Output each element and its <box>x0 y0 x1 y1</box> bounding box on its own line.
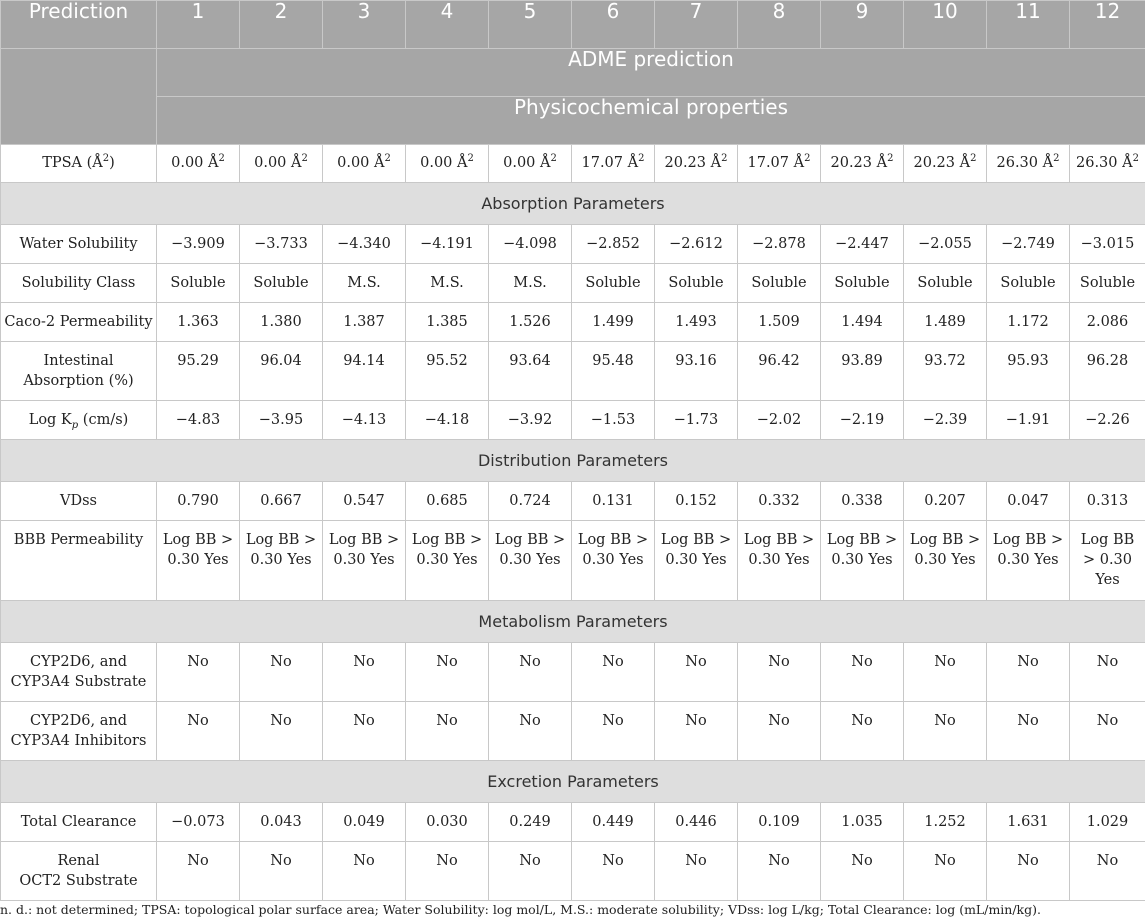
table-cell: 1.029 <box>1070 803 1145 842</box>
table-cell: −2.39 <box>904 401 987 440</box>
table-cell: 0.667 <box>240 482 323 521</box>
table-cell: No <box>987 842 1070 901</box>
table-cell: 2.086 <box>1070 303 1145 342</box>
table-cell: −2.749 <box>987 225 1070 264</box>
table-cell: 0.152 <box>655 482 738 521</box>
tpsa-value: 20.23 $Å^2$ <box>904 145 987 183</box>
table-cell: Log BB > 0.30 Yes <box>406 521 489 601</box>
section-title-distribution: Distribution Parameters <box>1 440 1145 482</box>
table-cell: −3.92 <box>489 401 572 440</box>
table-cell: 0.449 <box>572 803 655 842</box>
table-cell: −2.055 <box>904 225 987 264</box>
table-cell: 1.509 <box>738 303 821 342</box>
header-blank-cell <box>1 49 157 145</box>
table-cell: No <box>240 702 323 761</box>
table-cell: No <box>987 702 1070 761</box>
table-row <box>1 303 1145 342</box>
table-cell: −4.18 <box>406 401 489 440</box>
table-cell: No <box>738 702 821 761</box>
table-cell: 0.338 <box>821 482 904 521</box>
table-cell: 0.685 <box>406 482 489 521</box>
table-cell: No <box>821 702 904 761</box>
table-cell: −4.098 <box>489 225 572 264</box>
table-cell: No <box>323 842 406 901</box>
table-cell: Soluble <box>1070 264 1145 303</box>
table-cell: No <box>987 643 1070 702</box>
table-row <box>1 225 1145 264</box>
table-cell: Log BB > 0.30 Yes <box>738 521 821 601</box>
table-cell: −4.83 <box>157 401 240 440</box>
table-cell: No <box>489 702 572 761</box>
row-label: Caco-2 Permeability <box>1 303 157 342</box>
physchem-title-row <box>1 97 1145 145</box>
table-cell: 0.724 <box>489 482 572 521</box>
tpsa-label: TPSA $(Å^2)$ <box>1 145 157 183</box>
row-label: Intestinal Absorption (%) <box>1 342 157 401</box>
table-cell: No <box>655 643 738 702</box>
table-cell: No <box>1070 842 1145 901</box>
table-cell: Log BB > 0.30 Yes <box>904 521 987 601</box>
table-cell: 1.493 <box>655 303 738 342</box>
table-cell: 1.631 <box>987 803 1070 842</box>
table-cell: 95.93 <box>987 342 1070 401</box>
table-cell: No <box>489 643 572 702</box>
table-cell: −2.26 <box>1070 401 1145 440</box>
table-cell: No <box>821 643 904 702</box>
compound-header: 11 <box>987 1 1070 49</box>
table-cell: 96.28 <box>1070 342 1145 401</box>
table-cell: No <box>1070 702 1145 761</box>
table-cell: No <box>157 842 240 901</box>
table-cell: No <box>655 702 738 761</box>
table-cell: No <box>821 842 904 901</box>
table-cell: 1.252 <box>904 803 987 842</box>
tpsa-value: 0.00 $Å^2$ <box>489 145 572 183</box>
table-cell: No <box>738 643 821 702</box>
table-cell: 93.72 <box>904 342 987 401</box>
section-title-absorption: Absorption Parameters <box>1 183 1145 225</box>
compound-header: 1 <box>157 1 240 49</box>
physicochemical-title: Physicochemical properties <box>157 97 1145 145</box>
compound-header: 6 <box>572 1 655 49</box>
table-cell: 1.526 <box>489 303 572 342</box>
table-cell: 1.380 <box>240 303 323 342</box>
table-cell: −4.340 <box>323 225 406 264</box>
table-row <box>1 643 1145 702</box>
table-cell: −2.612 <box>655 225 738 264</box>
tpsa-value: 26.30 $Å^2$ <box>987 145 1070 183</box>
table-cell: No <box>572 842 655 901</box>
table-cell: 1.035 <box>821 803 904 842</box>
table-cell: 0.547 <box>323 482 406 521</box>
table-cell: −0.073 <box>157 803 240 842</box>
table-cell: Soluble <box>240 264 323 303</box>
tpsa-value: 0.00 $Å^2$ <box>240 145 323 183</box>
table-cell: Log BB > 0.30 Yes <box>1070 521 1145 601</box>
table-cell: Soluble <box>655 264 738 303</box>
tpsa-value: 0.00 $Å^2$ <box>157 145 240 183</box>
table-cell: Log BB > 0.30 Yes <box>240 521 323 601</box>
table-cell: M.S. <box>406 264 489 303</box>
compound-header: 12 <box>1070 1 1145 49</box>
section-row <box>1 601 1145 643</box>
table-cell: Log BB > 0.30 Yes <box>323 521 406 601</box>
table-cell: −1.91 <box>987 401 1070 440</box>
table-cell: −4.191 <box>406 225 489 264</box>
section-row <box>1 440 1145 482</box>
table-cell: 0.249 <box>489 803 572 842</box>
table-cell: No <box>572 702 655 761</box>
table-cell: −2.19 <box>821 401 904 440</box>
table-cell: −3.909 <box>157 225 240 264</box>
table-cell: 1.363 <box>157 303 240 342</box>
table-cell: No <box>738 842 821 901</box>
table-cell: −1.73 <box>655 401 738 440</box>
table-cell: No <box>904 643 987 702</box>
table-cell: No <box>406 842 489 901</box>
table-row <box>1 842 1145 901</box>
table-cell: Soluble <box>738 264 821 303</box>
compound-header: 7 <box>655 1 738 49</box>
compound-header: 8 <box>738 1 821 49</box>
tpsa-value: 0.00 $Å^2$ <box>323 145 406 183</box>
table-cell: No <box>572 643 655 702</box>
table-row <box>1 401 1145 440</box>
compound-header: 10 <box>904 1 987 49</box>
table-cell: −2.447 <box>821 225 904 264</box>
section-title-excretion: Excretion Parameters <box>1 761 1145 803</box>
table-cell: No <box>655 842 738 901</box>
table-cell: 93.89 <box>821 342 904 401</box>
compound-header: 3 <box>323 1 406 49</box>
table-cell: Log BB > 0.30 Yes <box>655 521 738 601</box>
table-row <box>1 803 1145 842</box>
tpsa-value: 20.23 $Å^2$ <box>655 145 738 183</box>
row-label: Renal OCT2 Substrate <box>1 842 157 901</box>
table-cell: −2.852 <box>572 225 655 264</box>
table-cell: 1.494 <box>821 303 904 342</box>
table-cell: 0.043 <box>240 803 323 842</box>
table-cell: No <box>904 702 987 761</box>
row-label: Water Solubility <box>1 225 157 264</box>
table-cell: No <box>406 702 489 761</box>
table-cell: 0.332 <box>738 482 821 521</box>
table-cell: Log BB > 0.30 Yes <box>157 521 240 601</box>
table-cell: No <box>406 643 489 702</box>
table-cell: 1.385 <box>406 303 489 342</box>
table-cell: Soluble <box>572 264 655 303</box>
table-cell: −2.02 <box>738 401 821 440</box>
table-cell: Soluble <box>157 264 240 303</box>
row-label: CYP2D6, and CYP3A4 Substrate <box>1 643 157 702</box>
table-row <box>1 264 1145 303</box>
compound-header: 2 <box>240 1 323 49</box>
tpsa-value: 17.07 $Å^2$ <box>738 145 821 183</box>
table-row <box>1 342 1145 401</box>
table-cell: No <box>240 643 323 702</box>
table-cell: 95.52 <box>406 342 489 401</box>
table-cell: No <box>240 842 323 901</box>
table-cell: 0.049 <box>323 803 406 842</box>
tpsa-value: 17.07 $Å^2$ <box>572 145 655 183</box>
table-cell: 1.489 <box>904 303 987 342</box>
table-cell: 95.29 <box>157 342 240 401</box>
table-cell: −3.95 <box>240 401 323 440</box>
table-cell: 93.16 <box>655 342 738 401</box>
row-label: VDss <box>1 482 157 521</box>
table-cell: Soluble <box>987 264 1070 303</box>
table-cell: 0.790 <box>157 482 240 521</box>
table-cell: Log BB > 0.30 Yes <box>987 521 1070 601</box>
table-cell: 0.446 <box>655 803 738 842</box>
table-cell: 93.64 <box>489 342 572 401</box>
table-cell: M.S. <box>489 264 572 303</box>
row-label: Solubility Class <box>1 264 157 303</box>
table-footnote: n. d.: not determined; TPSA: topological polar surface area; Water Solubility: log mol/L, M.S.: moderate solubility; VDss: log L/kg; Total Clearance: log (mL/min/kg). <box>0 902 1041 917</box>
table-cell: −3.015 <box>1070 225 1145 264</box>
table-cell: 1.387 <box>323 303 406 342</box>
row-label: Log $K_p$ (cm/s) <box>1 401 157 440</box>
table-cell: No <box>157 702 240 761</box>
adme-title-row <box>1 49 1145 97</box>
row-label: BBB Permeability <box>1 521 157 601</box>
table-cell: −4.13 <box>323 401 406 440</box>
section-title-metabolism: Metabolism Parameters <box>1 601 1145 643</box>
table-cell: No <box>904 842 987 901</box>
table-cell: No <box>157 643 240 702</box>
table-cell: 0.030 <box>406 803 489 842</box>
table-cell: No <box>489 842 572 901</box>
compound-header: 4 <box>406 1 489 49</box>
table-row <box>1 702 1145 761</box>
tpsa-value: 0.00 $Å^2$ <box>406 145 489 183</box>
table-cell: 0.109 <box>738 803 821 842</box>
table-cell: 1.172 <box>987 303 1070 342</box>
table-row <box>1 521 1145 601</box>
table-cell: −1.53 <box>572 401 655 440</box>
table-cell: 0.047 <box>987 482 1070 521</box>
table-cell: M.S. <box>323 264 406 303</box>
tpsa-value: 20.23 $Å^2$ <box>821 145 904 183</box>
tpsa-value: 26.30 $Å^2$ <box>1070 145 1145 183</box>
adme-prediction-title: ADME prediction <box>157 49 1145 97</box>
header-prediction-label: Prediction <box>1 1 157 49</box>
table-cell: No <box>1070 643 1145 702</box>
table-cell: 0.313 <box>1070 482 1145 521</box>
table-cell: 0.207 <box>904 482 987 521</box>
table-cell: Log BB > 0.30 Yes <box>821 521 904 601</box>
table-cell: Soluble <box>821 264 904 303</box>
table-cell: −3.733 <box>240 225 323 264</box>
compound-header: 9 <box>821 1 904 49</box>
table-cell: 96.04 <box>240 342 323 401</box>
table-cell: No <box>323 643 406 702</box>
table-cell: 96.42 <box>738 342 821 401</box>
table-cell: Log BB > 0.30 Yes <box>572 521 655 601</box>
table-cell: 95.48 <box>572 342 655 401</box>
tpsa-row <box>1 145 1145 183</box>
table-cell: 0.131 <box>572 482 655 521</box>
table-cell: −2.878 <box>738 225 821 264</box>
header-row <box>1 1 1145 49</box>
row-label: Total Clearance <box>1 803 157 842</box>
table-cell: 1.499 <box>572 303 655 342</box>
table-row <box>1 482 1145 521</box>
row-label: CYP2D6, and CYP3A4 Inhibitors <box>1 702 157 761</box>
section-row <box>1 183 1145 225</box>
table-cell: No <box>323 702 406 761</box>
table-cell: Log BB > 0.30 Yes <box>489 521 572 601</box>
table-cell: 94.14 <box>323 342 406 401</box>
table-cell: Soluble <box>904 264 987 303</box>
compound-header: 5 <box>489 1 572 49</box>
section-row <box>1 761 1145 803</box>
